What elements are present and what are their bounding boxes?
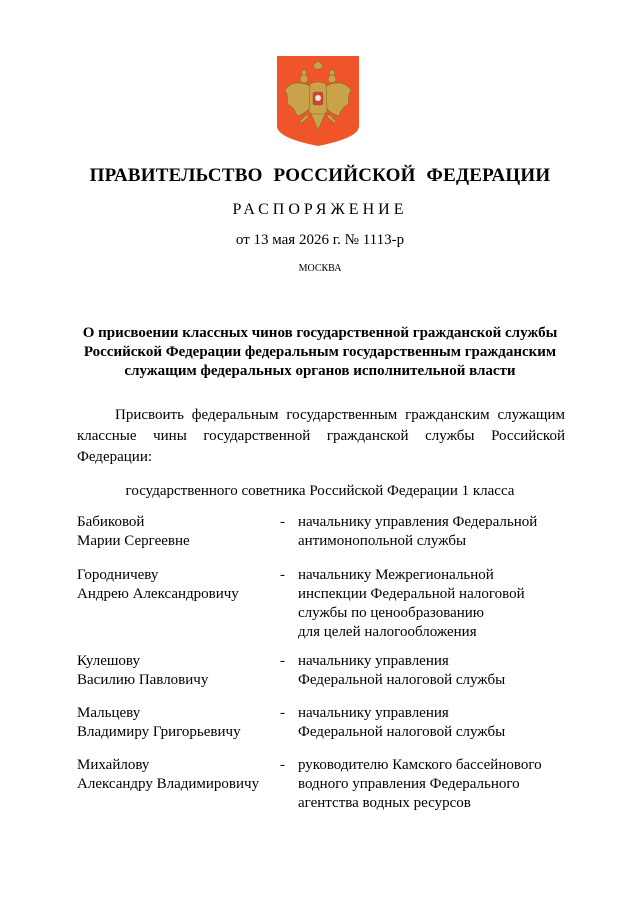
document-date-number: от 13 мая 2026 г. № 1113-р	[235, 232, 405, 248]
appointee-position	[298, 756, 568, 813]
document-type: РАСПОРЯЖЕНИЕ	[232, 201, 408, 218]
position-line: начальнику Межрегиональной	[298, 567, 494, 583]
position-line: инспекции Федеральной налоговой	[298, 586, 525, 602]
rank-title: государственного советника Российской Федерации 1 класса	[125, 483, 515, 499]
position-line: начальнику управления Федеральной	[298, 514, 538, 530]
separator-dash: -	[280, 514, 285, 530]
name-line: Кулешову	[77, 653, 140, 669]
position-line: Федеральной налоговой службы	[298, 672, 506, 688]
appointee-position	[298, 652, 568, 690]
name-line: Мальцеву	[77, 705, 141, 721]
name-line: Бабиковой	[77, 514, 145, 530]
body-line: классные чины государственной гражданской службы Российской	[77, 428, 565, 444]
position-line: начальнику управления	[298, 653, 449, 669]
subject-line: служащим федеральных органов исполнительной власти	[124, 363, 516, 379]
separator-dash: -	[280, 653, 285, 669]
position-line: антимонопольной службы	[298, 533, 467, 549]
appointee-position	[298, 513, 568, 551]
name-line: Марии Сергеевне	[77, 533, 190, 549]
subject-line: Российской Федерации федеральным государственным гражданским	[83, 344, 557, 360]
document-subject	[70, 324, 570, 381]
body-paragraph	[77, 405, 565, 468]
subject-line: О присвоении классных чинов государственной гражданской службы	[82, 325, 558, 341]
name-line: Михайлову	[77, 757, 150, 773]
appointee-position	[298, 704, 568, 742]
position-line: для целей налогообложения	[298, 624, 477, 640]
separator-dash: -	[280, 567, 285, 583]
body-line: Федерации:	[77, 449, 153, 465]
name-line: Александру Владимировичу	[77, 776, 260, 792]
government-title: ПРАВИТЕЛЬСТВО РОССИЙСКОЙ ФЕДЕРАЦИИ	[89, 165, 551, 186]
coat-of-arms-emblem-icon	[277, 56, 359, 146]
position-line: агентства водных ресурсов	[298, 795, 471, 811]
appointee-name	[77, 652, 277, 690]
name-line: Василию Павловичу	[77, 672, 209, 688]
document-city: МОСКВА	[298, 263, 342, 274]
appointee-name	[77, 513, 277, 551]
name-line: Городничеву	[77, 567, 159, 583]
appointee-name	[77, 704, 277, 742]
position-line: руководителю Камского бассейнового	[298, 757, 542, 773]
separator-dash: -	[280, 757, 285, 773]
separator-dash: -	[280, 705, 285, 721]
name-line: Андрею Александровичу	[77, 586, 239, 602]
name-line: Владимиру Григорьевичу	[77, 724, 241, 740]
position-line: начальнику управления	[298, 705, 449, 721]
position-line: водного управления Федерального	[298, 776, 520, 792]
body-line: Присвоить федеральным государственным гражданским служащим	[115, 407, 565, 423]
position-line: Федеральной налоговой службы	[298, 724, 506, 740]
appointee-name	[77, 756, 277, 794]
position-line: службы по ценообразованию	[298, 605, 484, 621]
appointee-position	[298, 566, 568, 642]
appointee-name	[77, 566, 277, 604]
